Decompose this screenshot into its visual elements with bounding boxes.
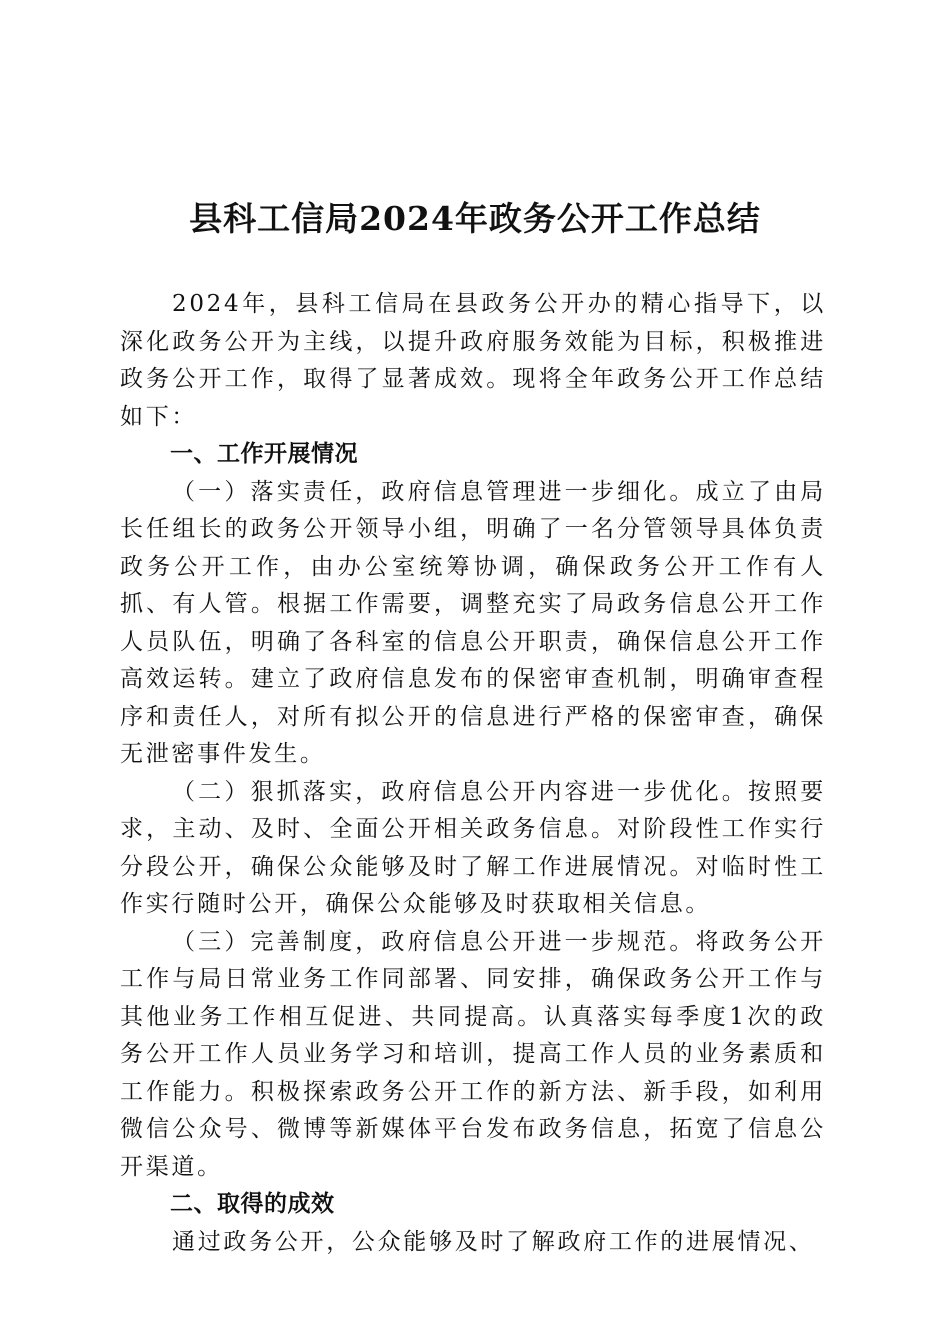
subsection-lead-1: （一）落实责任，政府信息管理进一步细化。 — [172, 478, 696, 505]
section-heading-achievements: 二、取得的成效 — [170, 1191, 335, 1217]
subsection-paragraph-2 — [120, 774, 826, 924]
subsection-text-1: 成立了由局长任组长的政务公开领导小组，明确了一名分管领导具体负责政务公开工作，由办公室统筹协调，确保政务公开工作有人抓、有人管。根据工作需要，调整充实了局政务信息公开工作人员队伍，明确了各科室的信息公开职责，确保信息公开工作高效运转。建立了政府信息发布的保密审查机制，明确审查程序和责任人，对所有拟公开的信息进行严格的保密审查，确保无泄密事件发生。 — [120, 478, 827, 767]
document-title: 县科工信局2024年政务公开工作总结 — [189, 199, 761, 238]
subsection-lead-2: （二）狠抓落实，政府信息公开内容进一步优化。 — [172, 778, 748, 805]
subsection-paragraph-3 — [120, 924, 826, 1187]
achievements-paragraph: 通过政务公开，公众能够及时了解政府工作的进展情况、 — [172, 1228, 815, 1255]
intro-paragraph: 2024年，县科工信局在县政务公开办的精心指导下，以深化政务公开为主线，以提升政府服务效能为目标，积极推进政务公开工作，取得了显著成效。现将全年政务公开工作总结如下： — [120, 291, 826, 430]
document-body — [120, 286, 826, 1261]
subsection-text-2: 按照要求，主动、及时、全面公开相关政务信息。对阶段性工作实行分段公开，确保公众能够及时了解工作进展情况。对临时性工作实行随时公开，确保公众能够及时获取相关信息。 — [120, 778, 826, 917]
subsection-text-3: 将政务公开工作与局日常业务工作同部署、同安排，确保政务公开工作与其他业务工作相互促进、共同提高。认真落实每季度1次的政务公开工作人员业务学习和培训，提高工作人员的业务素质和工作能力。积极探索政务公开工作的新方法、新手段，如利用微信公众号、微博等新媒体平台发布政务信息，拓宽了信息公开渠道。 — [120, 928, 827, 1180]
subsection-lead-3: （三）完善制度，政府信息公开进一步规范。 — [172, 928, 696, 955]
subsection-paragraph-1 — [120, 474, 826, 774]
section-heading-work-progress: 一、工作开展情况 — [170, 441, 358, 467]
